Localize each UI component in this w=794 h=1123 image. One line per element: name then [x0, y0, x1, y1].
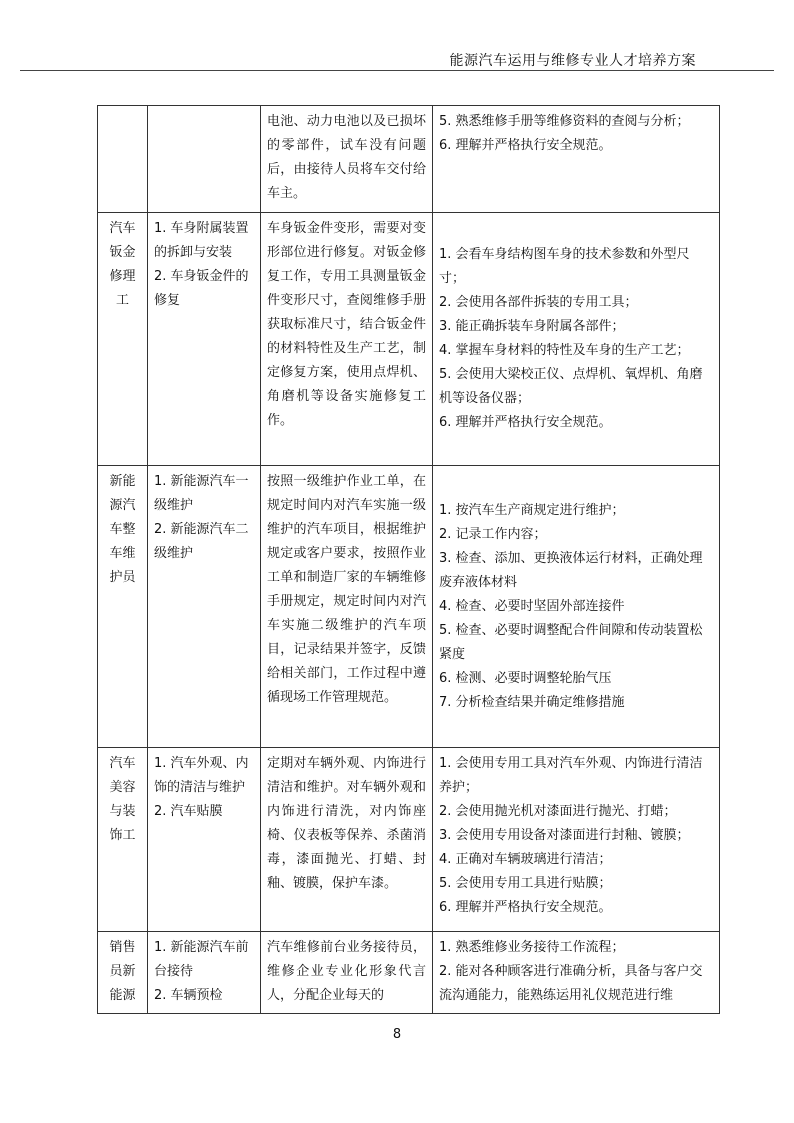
skill-item: 3. 检查、添加、更换液体运行材料，正确处理废弃液体材料: [439, 550, 703, 590]
task-cell: [148, 106, 261, 213]
skill-item: 5. 熟悉维修手册等维修资料的查阅与分析；: [439, 114, 690, 129]
header-title: 能源汽车运用与维修专业人才培养方案: [449, 53, 696, 69]
role-cell: [98, 106, 148, 213]
skill-item: 2. 会使用抛光机对漆面进行抛光、打蜡；: [439, 804, 677, 819]
skill-item: 5. 会使用专用工具进行贴膜；: [439, 876, 612, 891]
skill-item: 6. 理解并严格执行安全规范。: [439, 415, 612, 430]
task-item: 1. 新能源汽车前台接待: [154, 940, 249, 979]
task-item: 1. 车身附属装置的拆卸与安装: [154, 221, 249, 260]
task-cell: [148, 466, 261, 748]
skill-cell: [433, 466, 720, 748]
task-cell: [148, 932, 261, 1014]
table-row: [98, 106, 720, 213]
skill-item: 1. 熟悉维修业务接待工作流程；: [439, 940, 625, 955]
skill-item: 2. 记录工作内容；: [439, 526, 547, 542]
skill-item: 1. 按汽车生产商规定进行维护；: [439, 502, 625, 518]
role-cell: 汽车美容与装饰工: [98, 748, 148, 932]
task-cell: [148, 213, 261, 466]
role-cell: 汽车钣金修理工: [98, 213, 148, 466]
skill-item: 6. 理解并严格执行安全规范。: [439, 900, 612, 915]
role-cell: 新能源汽车整车维护员: [98, 466, 148, 748]
skill-item: 4. 掌握车身材料的特性及车身的生产工艺；: [439, 343, 690, 358]
skill-item: 6. 理解并严格执行安全规范。: [439, 138, 612, 153]
work-cell: 按照一级维护作业工单，在规定时间内对汽车实施一级维护的汽车项目，根据维护规定或客户要求，按照作业工单和制造厂家的车辆维修手册规定，规定时间内对汽车实施二级维护的汽车项目，记录结果并签字，反馈给相关部门，工作过程中遵循现场工作管理规范。: [261, 466, 433, 748]
task-item: 2. 车身钣金件的修复: [154, 269, 249, 308]
skill-cell: [433, 213, 720, 466]
table-row: [98, 932, 720, 1014]
page-number: 8: [392, 1027, 402, 1042]
role-cell: 销售员新能源: [98, 932, 148, 1014]
work-cell: 汽车维修前台业务接待员，维修企业专业化形象代言人，分配企业每天的: [261, 932, 433, 1014]
table-row: [98, 466, 720, 748]
task-item: 1. 汽车外观、内饰的清洁与维护: [154, 756, 249, 795]
table-row: [98, 748, 720, 932]
work-cell: 车身钣金件变形，需要对变形部位进行修复。对钣金修复工作，专用工具测量钣金件变形尺寸，查阅维修手册获取标准尺寸，结合钣金件的材料特性及生产工艺，制定修复方案，使用点焊机、角磨机等设备实施修复工作。: [261, 213, 433, 466]
skill-item: 2. 会使用各部件拆装的专用工具；: [439, 295, 638, 310]
skill-item: 6. 检测、必要时调整轮胎气压: [439, 670, 612, 686]
skill-item: 5. 检查、必要时调整配合件间隙和传动装置松紧度: [439, 622, 703, 662]
work-cell: 电池、动力电池以及已损坏的零部件，试车没有问题后，由接待人员将车交付给车主。: [261, 106, 433, 213]
task-item: 2. 汽车贴膜: [154, 804, 223, 819]
skill-cell: [433, 932, 720, 1014]
skill-item: 7. 分析检查结果并确定维修措施: [439, 694, 625, 710]
skill-item: 3. 能正确拆装车身附属各部件；: [439, 319, 625, 334]
skill-item: 5. 会使用大梁校正仪、点焊机、氧焊机、角磨机等设备仪器；: [439, 367, 703, 406]
skill-item: 4. 检查、必要时坚固外部连接件: [439, 598, 625, 614]
task-item: 2. 车辆预检: [154, 988, 223, 1003]
skill-cell: [433, 106, 720, 213]
task-cell: [148, 748, 261, 932]
skill-item: 1. 会使用专用工具对汽车外观、内饰进行清洁养护；: [439, 756, 703, 795]
task-item: 1. 新能源汽车一级维护: [154, 474, 249, 513]
work-cell: 定期对车辆外观、内饰进行清洁和维护。对车辆外观和内饰进行清洗，对内饰座椅、仪表板等保养、杀菌消毒，漆面抛光、打蜡、封釉、镀膜，保护车漆。: [261, 748, 433, 932]
skill-item: 1. 会看车身结构图车身的技术参数和外型尺寸；: [439, 247, 690, 286]
skill-item: 3. 会使用专用设备对漆面进行封釉、镀膜；: [439, 828, 690, 843]
skill-item: 2. 能对各种顾客进行准确分析，具备与客户交流沟通能力，能熟练运用礼仪规范进行维: [439, 964, 703, 1003]
skill-item: 4. 正确对车辆玻璃进行清洁；: [439, 852, 612, 867]
training-plan-table: [97, 105, 720, 1014]
skill-cell: [433, 748, 720, 932]
header-rule: [20, 70, 774, 71]
table-row: [98, 213, 720, 466]
task-item: 2. 新能源汽车二级维护: [154, 522, 249, 561]
